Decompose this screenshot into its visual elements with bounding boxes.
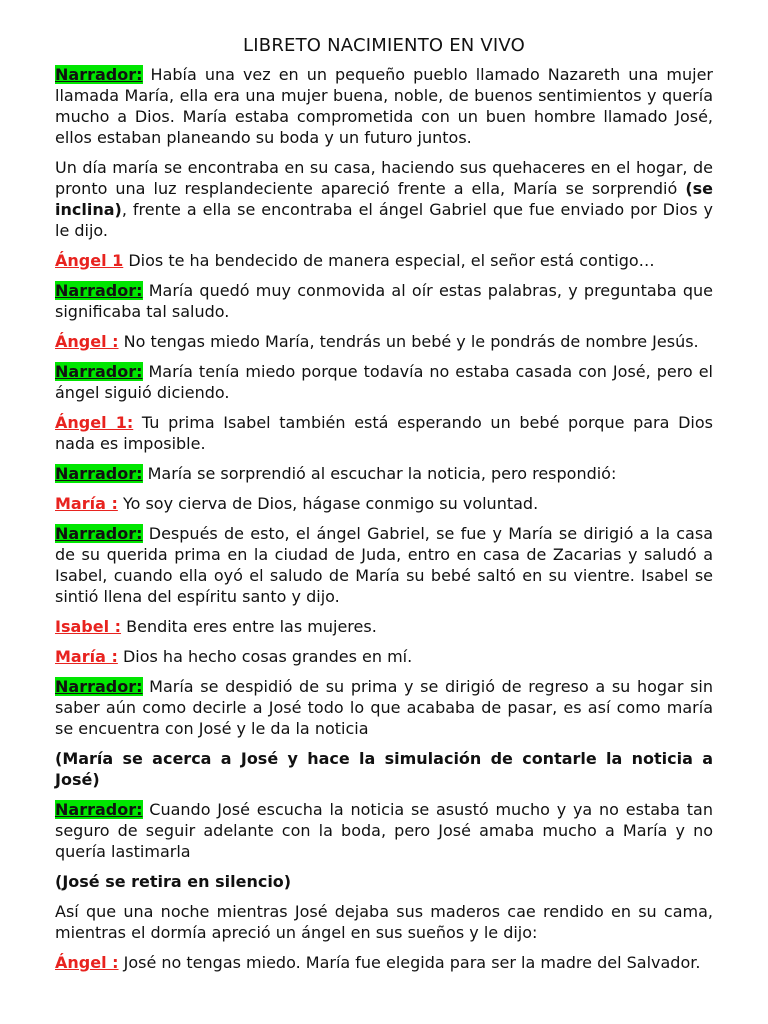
paragraph-isabel [55,616,713,637]
paragraph-stage-direction [55,871,713,892]
paragraph-angel [55,331,713,352]
stage-direction: (se inclina) [55,179,713,219]
paragraph-narrator [55,64,713,148]
speaker-narrador: Narrador: [55,281,143,300]
paragraph-angel [55,412,713,454]
speaker-narrador: Narrador: [55,362,143,381]
paragraph-text: María se sorprendió al escuchar la noticia, pero respondió: [142,464,617,483]
paragraph-text: María tenía miedo porque todavía no estaba casada con José, pero el ángel siguió diciendo. [55,362,713,402]
paragraph-narrator [55,361,713,403]
speaker-narrador: Narrador: [55,800,143,819]
paragraph-text: María quedó muy conmovida al oír estas palabras, y preguntaba que significaba tal saludo. [55,281,713,321]
paragraph-narrator [55,280,713,322]
speaker-isabel: Isabel : [55,617,122,636]
paragraph-text: , frente a ella se encontraba el ángel Gabriel que fue enviado por Dios y le dijo. [55,200,713,240]
paragraph-text: Así que una noche mientras José dejaba sus maderos cae rendido en su cama, mientras el dormía apreció un ángel en sus sueños y le dijo: [55,902,713,942]
paragraph-text: Después de esto, el ángel Gabriel, se fue y María se dirigió a la casa de su querida prima en la ciudad de Juda, entro en casa de Zacarias y saludó a Isabel, cuando ella oyó el saludo de María su bebé saltó en su vientre. Isabel se sintió llena del espíritu santo y dijo. [55,524,713,606]
speaker-angel: Ángel : [55,332,119,351]
speaker-narrador: Narrador: [55,524,143,543]
paragraph-stage-direction [55,748,713,790]
speaker-angel: Ángel : [55,953,119,972]
paragraph-narrator [55,676,713,739]
paragraph-text: María se despidió de su prima y se dirigió de regreso a su hogar sin saber aún como decirle a José todo lo que acababa de pasar, es así como maría se encuentra con José y le da la noticia [55,677,713,738]
paragraph-text: Había una vez en un pequeño pueblo llamado Nazareth una mujer llamada María, ella era una mujer buena, noble, de buenos sentimientos y quería mucho a Dios. María estaba comprometida con un buen hombre llamado José, ellos estaban planeando su boda y un futuro juntos. [55,65,713,147]
paragraph-narration [55,901,713,943]
speaker-narrador: Narrador: [55,677,143,696]
speaker-narrador: Narrador: [55,65,143,84]
paragraph-angel [55,250,713,271]
paragraph-text: Yo soy cierva de Dios, hágase conmigo su voluntad. [117,494,539,513]
paragraph-text: Un día maría se encontraba en su casa, haciendo sus quehaceres en el hogar, de pronto una luz resplandeciente apareció frente a ella, María se sorprendió [55,158,713,198]
paragraph-text: Cuando José escucha la noticia se asustó mucho y ya no estaba tan seguro de seguir adelante con la boda, pero José amaba mucho a María y no quería lastimarla [55,800,713,861]
paragraph-narrator [55,463,713,484]
paragraph-text: Dios te ha bendecido de manera especial, el señor está contigo… [123,251,655,270]
paragraph-narrator [55,799,713,862]
paragraph-text: Tu prima Isabel también está esperando un bebé porque para Dios nada es imposible. [55,413,713,453]
paragraph-text: Bendita eres entre las mujeres. [121,617,377,636]
paragraph-maria [55,646,713,667]
stage-direction: (María se acerca a José y hace la simulación de contarle la noticia a José) [55,749,713,789]
speaker-maria: María : [55,647,118,666]
paragraph-angel [55,952,713,973]
speaker-angel: Ángel 1: [55,413,134,432]
stage-direction: (José se retira en silencio) [55,872,292,891]
paragraph-text: No tengas miedo María, tendrás un bebé y le pondrás de nombre Jesús. [118,332,699,351]
paragraph-text: José no tengas miedo. María fue elegida para ser la madre del Salvador. [118,953,701,972]
paragraph-maria [55,493,713,514]
speaker-angel: Ángel 1 [55,251,124,270]
document-title: LIBRETO NACIMIENTO EN VIVO [243,35,525,56]
paragraph-text: Dios ha hecho cosas grandes en mí. [117,647,413,666]
document-page [55,34,713,982]
paragraph-narrator [55,523,713,607]
speaker-narrador: Narrador: [55,464,143,483]
paragraph-narration [55,157,713,241]
speaker-maria: María : [55,494,118,513]
